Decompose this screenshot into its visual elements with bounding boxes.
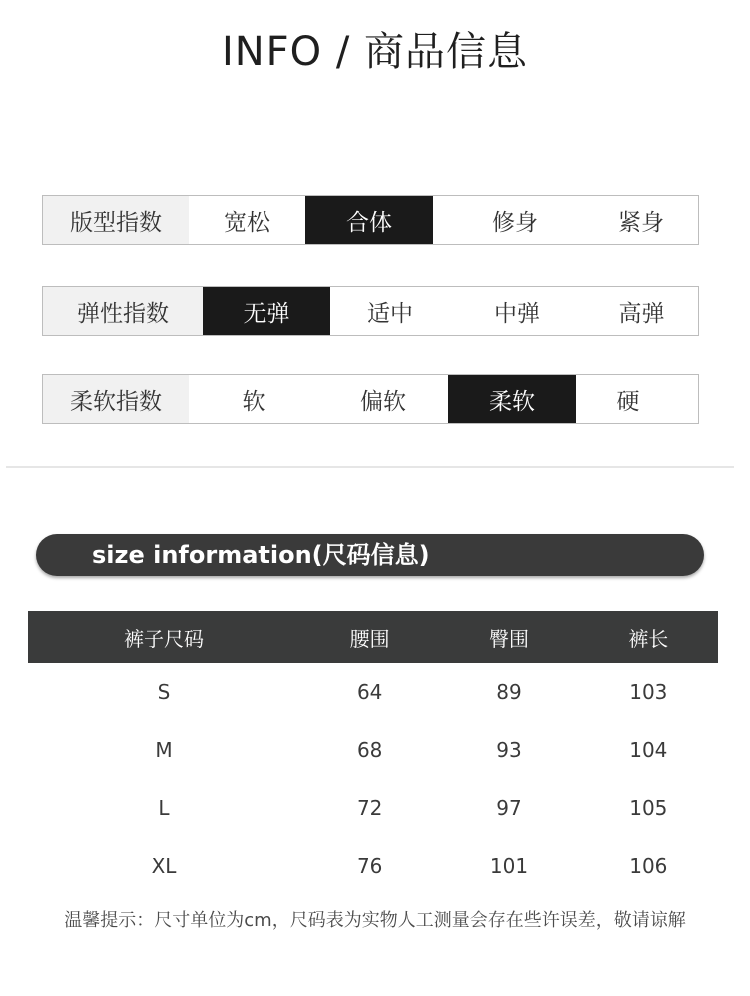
elasticity-option-medium: 适中 [367,300,413,327]
fit-index-row [42,195,699,245]
elasticity-option-mid-stretch: 中弹 [494,300,540,327]
fit-option-loose: 宽松 [224,209,270,236]
fit-option-regular: 合体 [305,196,433,244]
cell-hip: 89 [496,680,522,704]
size-section-heading-bar [36,534,704,576]
cell-length: 103 [629,680,668,704]
size-section-heading: size information(尺码信息) [92,541,430,569]
cell-size: XL [151,854,177,878]
cell-length: 106 [629,854,668,878]
cell-length: 104 [629,738,668,762]
cell-size: S [157,680,171,704]
elasticity-option-high: 高弹 [618,300,665,327]
elasticity-option-none: 无弹 [203,287,330,335]
table-row [28,663,718,721]
header-size: 裤子尺码 [28,611,300,663]
cell-waist: 76 [356,854,383,878]
cell-length: 105 [629,796,668,820]
fit-option-tight: 紧身 [618,209,664,236]
table-row [28,779,718,837]
softness-index-row [42,374,699,424]
size-table [28,611,718,895]
header-waist: 腰围 [300,611,439,663]
elasticity-index-label: 弹性指数 [43,287,203,335]
cell-size: L [158,796,170,820]
softness-option-slightly-soft: 偏软 [360,388,406,415]
cell-size: M [155,738,173,762]
page-title: INFO / 商品信息 [221,29,529,75]
cell-waist: 64 [356,680,383,704]
size-table-header-row [28,611,718,663]
fit-option-slim: 修身 [492,209,538,236]
header-length: 裤长 [579,611,718,663]
measurement-note: 温馨提示：尺寸单位为cm，尺码表为实物人工测量会存在些许误差，敬请谅解 [64,910,686,931]
cell-hip: 97 [496,796,522,820]
softness-option-very-soft: 柔软 [448,375,576,423]
table-row [28,721,718,779]
section-divider [6,466,734,468]
cell-waist: 68 [356,738,383,762]
softness-option-soft: 软 [242,388,266,415]
softness-index-label: 柔软指数 [43,375,189,423]
softness-option-hard: 硬 [616,388,640,415]
table-row [28,837,718,895]
cell-hip: 101 [489,854,529,878]
header-hip: 臀围 [439,611,578,663]
elasticity-index-row [42,286,699,336]
cell-hip: 93 [496,738,522,762]
cell-waist: 72 [356,796,383,820]
fit-index-label: 版型指数 [43,196,189,244]
